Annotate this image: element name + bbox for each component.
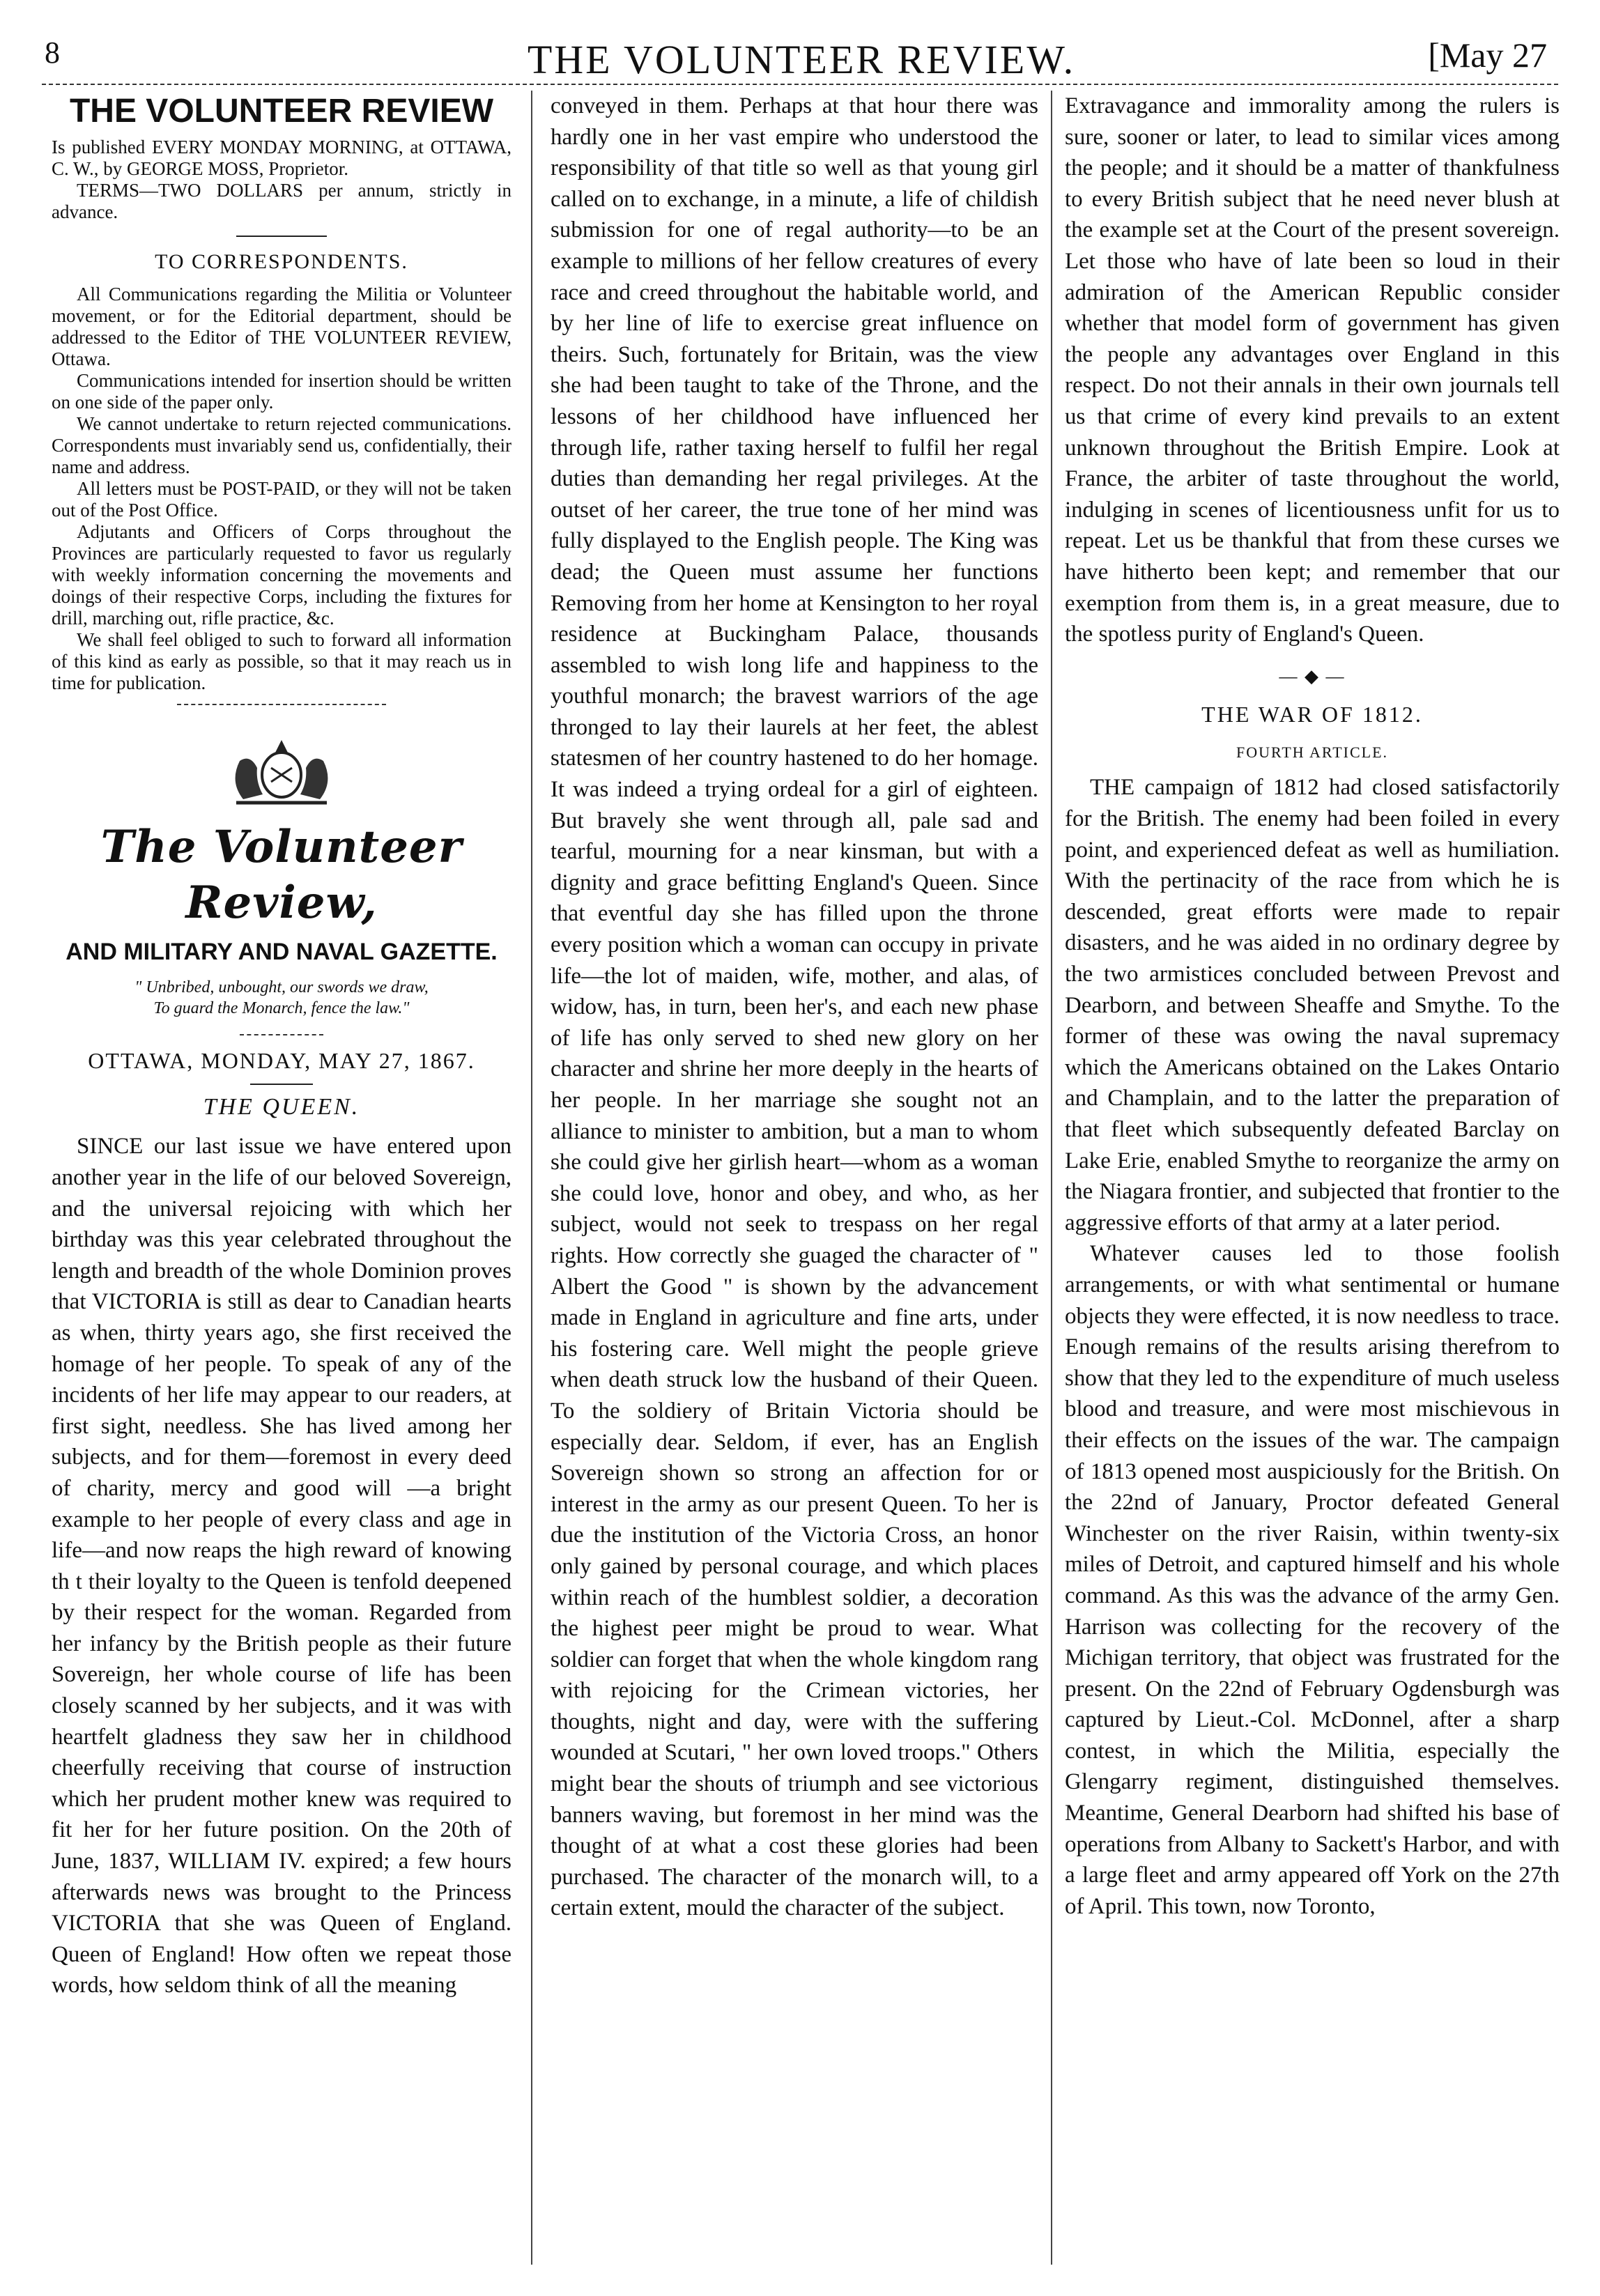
motto xyxy=(52,977,511,1019)
publication-title: THE VOLUNTEER REVIEW xyxy=(69,93,494,130)
motto-line: To guard the Monarch, fence the law." xyxy=(153,999,410,1018)
correspondents-paragraph: We cannot undertake to return rejected communications. Correspondents must invariably send us, confidentially, their name and address. xyxy=(52,413,511,477)
article-subtitle: FOURTH ARTICLE. xyxy=(1236,743,1389,761)
masthead-gothic-title: The Volunteer Review, xyxy=(100,820,463,929)
page-number: 8 xyxy=(45,36,60,70)
column-rule xyxy=(531,91,532,2265)
column-rule xyxy=(1051,91,1052,2265)
running-title: THE VOLUNTEER REVIEW. xyxy=(527,37,1076,82)
article-title-queen: THE QUEEN. xyxy=(203,1093,360,1120)
terms: TERMS—TWO DOLLARS per annum, strictly in advance. xyxy=(52,180,511,222)
column-3 xyxy=(1065,91,1560,2265)
column-2 xyxy=(551,91,1038,2265)
divider xyxy=(250,1084,313,1085)
divider xyxy=(240,1034,323,1035)
article-body-queen: SINCE our last issue we have entered upon another year in the life of our beloved Sovereign, and the universal rejoicing with which her birthday was this year celebrated throughout the length and breadth of the whole Dominion proves that VICTORIA is still as dear to Canadian hearts as when, thirty years ago, she first received the homage of her people. To speak of any of the incidents of her life may appear to our readers, at first sight, needless. She has lived among her subjects, and for them—foremost in every deed of charity, mercy and good will —a bright example to her people of every class and age in life—and now reaps the high reward of knowing th t their loyalty to the Queen is tenfold deepened by their respect for the woman. Regarded from her infancy by the British people as their future Sovereign, her whole course of life has been closely scanned by her subjects, and it was with heartfelt gladness they saw her in childhood cheerfully receiving that course of instruction which her prudent mother knew was required to fit her for her future position. On the 20th of June, 1837, WILLIAM IV. expired; a few hours afterwards news was brought to the Princess VICTORIA that she was Queen of England. Queen of England! How often we repeat those words, how seldom think of all the meaning xyxy=(52,1134,511,1998)
article-body-war: Whatever causes led to those foolish arrangements, or with what sentimental or humane objects they were effected, it is now needless to trace. Enough remains of the results arising therefrom to show that they led to the expenditure of much useless blood and treasure, and were most mischievous in their effects on the issues of the war. The campaign of 1813 opened most auspiciously for the British. On the 22nd of January, Proctor defeated General Winchester on the river Raisin, within twenty-six miles of Detroit, and captured himself and his whole command. As this was the advance of the army Gen. Harrison was collecting for the recovery of the Michigan territory, that object was frustrated for the present. On the 22nd of February Ogdensburgh was captured by Lieut.-Col. McDonnel, after a sharp contest, in which the Militia, especially the Glengarry regiment, distinguished themselves. Meantime, General Dearborn had shifted his base of operations from Albany to Sackett's Harbor, and with a large fleet and army appeared off York on the 27th of April. This town, now Toronto, xyxy=(1065,1241,1560,1919)
column-1 xyxy=(52,91,511,2265)
correspondents-paragraph: Communications intended for insertion should be written on one side of the paper only. xyxy=(52,369,511,413)
article-body-war: THE campaign of 1812 had closed satisfactorily for the British. The enemy had been foiled in every point, and experienced defeat as well as humiliation. With the pertinacity of the race from which he is descended, great efforts were made to repair disasters, and he was aided in no ordinary degree by the two armistices concluded between Prevost and Dearborn, and between Sheaffe and Smythe. To the former of these was owing the naval supremacy which the Americans obtained on the Lakes Ontario and Champlain, and to the latter the preparation of that fleet which subsequently defeated Barclay on Lake Erie, enabled Smythe to reorganize the army on the Niagara frontier, and subjected that frontier to the aggressive efforts of that army at a later period. xyxy=(1065,775,1560,1235)
article-body-queen-continued: conveyed in them. Perhaps at that hour there was hardly one in her vast empire who understood the responsibility of that title so well as that young girl called on to exchange, in a minute, a life of childish submission for one of regal authority—to be an example to millions of her fellow creatures of every race and creed throughout the habitable world, and by her line of life to exercise great influence on theirs. Such, fortunately for Britain, was the view she had been taught to take of the Throne, and the lessons of her childhood have influenced her through life, rather taxing herself to fulfil her regal duties than demanding her regal privileges. At the outset of her career, the true tone of her mind was fully displayed to the English people. The King was dead; the Queen must assume her functions Removing from her home at Kensington to her royal residence at Buckingham Palace, thousands assembled to wish long life and happiness to the youthful monarch; the bravest warriors of the age thronged to lay their laurels at her feet, the ablest statesmen of her country hastened to do her homage. It was indeed a trying ordeal for a girl of eighteen. But bravely she went through all, pale sad and tearful, mourning for a near kinsman, but with a dignity and grace befitting England's Queen. Since that eventful day she has filled upon the throne every position which a woman can occupy in private life—the lot of maiden, wife, mother, and alas, of widow, has, in turn, been her's, and each new phase of life has only served to shed new glory on her character and shrine her more deeply in the hearts of her people. In her marriage she sought not an alliance to minister to ambition, but a man to whom she could give her girlish heart—whom as a woman she could love, honor and obey, and who, as her subject, would not seek to trespass on her regal rights. How correctly she guaged the character of " Albert the Good " is shown by the advancement made in England in agriculture and fine arts, under his fostering care. Well might the people grieve when death struck low the husband of their Queen. To the soldiery of Britain Victoria should be especially dear. Seldom, if ever, has an English Sovereign shown so strong an affection for or interest in the army as our present Queen. To her is due the institution of the Victoria Cross, an honor only gained by personal courage, and which places within reach of the humblest soldier, a decoration the highest peer might be proud to wear. What soldier can forget that when the whole kingdom rang with rejoicing for the Crimean victories, her thoughts, night and day, were with the suffering wounded at Scutari, " her own loved troops." Others might bear the shouts of triumph and see victorious banners waving, but foremost in her mind was the thought of at what a cost these glories had been purchased. The character of the monarch will, to a certain extent, mould the character of the subject. xyxy=(551,93,1038,1921)
masthead xyxy=(0,0,1600,84)
correspondents-paragraph: We shall feel obliged to such to forward all information of this kind as early as possible, so that it may reach us in time for publication. xyxy=(52,629,511,693)
article-body-queen-conclusion: Extravagance and immorality among the rulers is sure, sooner or later, to lead to similar vices among the people; and it should be a matter of thankfulness to every British subject that he need never blush at the example set at the Court of the present sovereign. Let those who have of late been so loud in their admiration of the American Republic consider whether that model form of government has given the people any advantages over England in this respect. Do not their annals in their own journals tell us that crime of every kind prevails to an extent unknown throughout the British Empire. Look at France, the arbiter of taste throughout the world, indulging in scenes of licentiousness unfit for us to repeat. Let us be thankful that from these curses we have hitherto been kept; and remember that our exemption from them is, in a great measure, due to the spotless purity of England's Queen. xyxy=(1065,93,1560,647)
publication-info: Is published EVERY MONDAY MORNING, at OTTAWA, C. W., by GEORGE MOSS, Proprietor. xyxy=(52,137,511,179)
masthead-subtitle: AND MILITARY AND NAVAL GAZETTE. xyxy=(66,938,498,965)
ornamental-divider: — ◆ — xyxy=(1279,665,1346,686)
motto-line: " Unbribed, unbought, our swords we draw, xyxy=(134,978,429,997)
correspondents-paragraph: All letters must be POST-PAID, or they will not be taken out of the Post Office. xyxy=(52,477,511,521)
article-title-war-of-1812: THE WAR OF 1812. xyxy=(1201,702,1423,727)
divider xyxy=(236,236,327,237)
correspondents-paragraph: All Communications regarding the Militia or Volunteer movement, or for the Editorial department, should be addressed to the Editor of THE VOLUNTEER REVIEW, Ottawa. xyxy=(52,283,511,369)
dateline: OTTAWA, MONDAY, MAY 27, 1867. xyxy=(88,1048,475,1074)
header-rule xyxy=(42,84,1558,85)
running-date: [May 27 xyxy=(1428,36,1547,75)
divider xyxy=(177,704,386,705)
correspondents-paragraph: Adjutants and Officers of Corps throughout the Provinces are particularly requested to favor us regularly with weekly information concerning the movements and doings of their respective Corps, including the fixtures for drill, marching out, rifle practice, &c. xyxy=(52,521,511,629)
royal-arms-emblem xyxy=(201,733,362,810)
correspondents-heading: TO CORRESPONDENTS. xyxy=(155,250,408,273)
